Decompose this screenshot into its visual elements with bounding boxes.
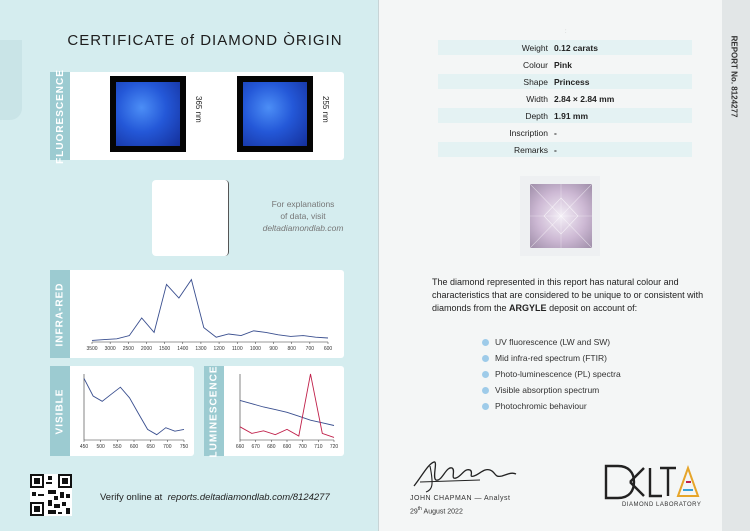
- criteria-item: Photochromic behaviour: [482, 401, 621, 417]
- report-date: 29th August 2022: [410, 506, 463, 516]
- x-tick-label: 1400: [177, 346, 189, 352]
- criteria-item: Mid infra-red spectrum (FTIR): [482, 353, 621, 369]
- x-tick-label: 1500: [159, 346, 171, 352]
- diamond-facets: [530, 184, 592, 248]
- x-tick-label: 1000: [249, 346, 261, 352]
- x-tick-label: 450: [79, 444, 89, 450]
- x-tick-label: 550: [113, 444, 122, 450]
- x-tick-label: 670: [251, 444, 260, 450]
- spec-key: Inscription: [509, 128, 548, 138]
- series-line-1: [240, 374, 334, 437]
- spec-row: [438, 74, 692, 89]
- explanation-link[interactable]: deltadiamondlab.com: [262, 223, 344, 233]
- x-tick-label: 500: [96, 444, 105, 450]
- spec-key: Shape: [523, 77, 548, 87]
- spec-value: 1.91 mm: [554, 111, 589, 121]
- x-tick-label: 720: [329, 444, 339, 450]
- x-tick-label: 700: [305, 346, 315, 352]
- spec-key: Depth: [525, 111, 548, 121]
- x-tick-label: 1300: [195, 346, 207, 352]
- series-line-0: [84, 378, 184, 434]
- wavelength-label-365: 365 nm: [194, 96, 203, 123]
- photo-placeholder: [152, 180, 229, 256]
- analyst-signature: [410, 456, 520, 494]
- criteria-list: [482, 337, 621, 417]
- spec-key: Colour: [522, 60, 548, 70]
- x-tick-label: 750: [179, 444, 189, 450]
- spec-value: -: [554, 128, 557, 138]
- x-tick-label: 680: [267, 444, 276, 450]
- x-tick-label: 660: [235, 444, 245, 450]
- certificate-title: CERTIFICATE of DIAMOND ÒRIGIN: [67, 32, 343, 49]
- spec-value: 0.12 carats: [554, 43, 598, 53]
- spec-row: [438, 40, 692, 55]
- delta-logo: [600, 460, 704, 504]
- report-description: The diamond represented in this report has natural colour and characteristics that are considered to be unique to or consistent with diamonds from the ARGYLE deposit on account of:: [432, 277, 704, 313]
- spec-row: [438, 125, 692, 140]
- verify-url-link[interactable]: reports.deltadiamondlab.com/8124277: [167, 492, 330, 503]
- spec-value: -: [554, 145, 557, 155]
- series-line-0: [92, 280, 328, 341]
- page-notch: [0, 40, 22, 120]
- x-tick-label: 650: [146, 444, 155, 450]
- luminescence-chart: [234, 370, 340, 454]
- visible-tab: VISIBLE: [50, 366, 70, 456]
- infrared-tab: INFRA-RED: [50, 270, 70, 358]
- diamond-photo: [520, 176, 600, 256]
- spec-row: [438, 57, 692, 72]
- x-tick-label: 690: [282, 444, 292, 450]
- spec-row: [438, 91, 692, 106]
- x-tick-label: 800: [287, 346, 296, 352]
- x-tick-label: 3500: [86, 346, 98, 352]
- fluorescence-image-255: [237, 76, 313, 152]
- explanation-note: For explanations of data, visit deltadiamondlab.com: [262, 199, 344, 233]
- corner-mark: ː: [565, 29, 567, 35]
- x-tick-label: 700: [163, 444, 172, 450]
- spec-key: Width: [526, 94, 548, 104]
- spec-value: 2.84 × 2.84 mm: [554, 94, 615, 104]
- report-number: REPORT No. 8124277: [729, 35, 739, 118]
- infrared-chart: [84, 274, 336, 356]
- x-tick-label: 600: [129, 444, 139, 450]
- spec-row: [438, 142, 692, 157]
- spec-value: Pink: [554, 60, 572, 70]
- x-tick-label: 700: [298, 444, 307, 450]
- x-tick-label: 3000: [104, 346, 116, 352]
- spec-value: Princess: [554, 77, 590, 87]
- x-tick-label: 1200: [213, 346, 225, 352]
- x-tick-label: 900: [269, 346, 278, 352]
- spec-key: Weight: [521, 43, 548, 53]
- fold-line: [378, 0, 379, 531]
- spec-row: [438, 108, 692, 123]
- x-tick-label: 600: [323, 346, 333, 352]
- criteria-item: Visible absorption spectrum: [482, 385, 621, 401]
- verify-line: Verify online at reports.deltadiamondlab.com/8124277: [100, 492, 330, 503]
- x-tick-label: 1100: [231, 346, 243, 352]
- luminescence-tab: LUMINESCENCE: [204, 366, 224, 456]
- analyst-name: JOHN CHAPMAN — Analyst: [410, 495, 511, 502]
- wavelength-label-255: 255 nm: [321, 96, 330, 123]
- qr-code[interactable]: [30, 474, 72, 516]
- fluorescence-image-365: [110, 76, 186, 152]
- criteria-item: Photo-luminescence (PL) spectra: [482, 369, 621, 385]
- fluorescence-tab: FLUORESCENCE: [50, 72, 70, 160]
- x-tick-label: 710: [314, 444, 323, 450]
- criteria-item: UV fluorescence (LW and SW): [482, 337, 621, 353]
- visible-chart: [78, 370, 190, 454]
- logo-subtitle: DIAMOND LABORATORY: [622, 502, 702, 508]
- spec-key: Remarks: [513, 145, 548, 155]
- x-tick-label: 2000: [140, 346, 153, 352]
- x-tick-label: 2500: [122, 346, 134, 352]
